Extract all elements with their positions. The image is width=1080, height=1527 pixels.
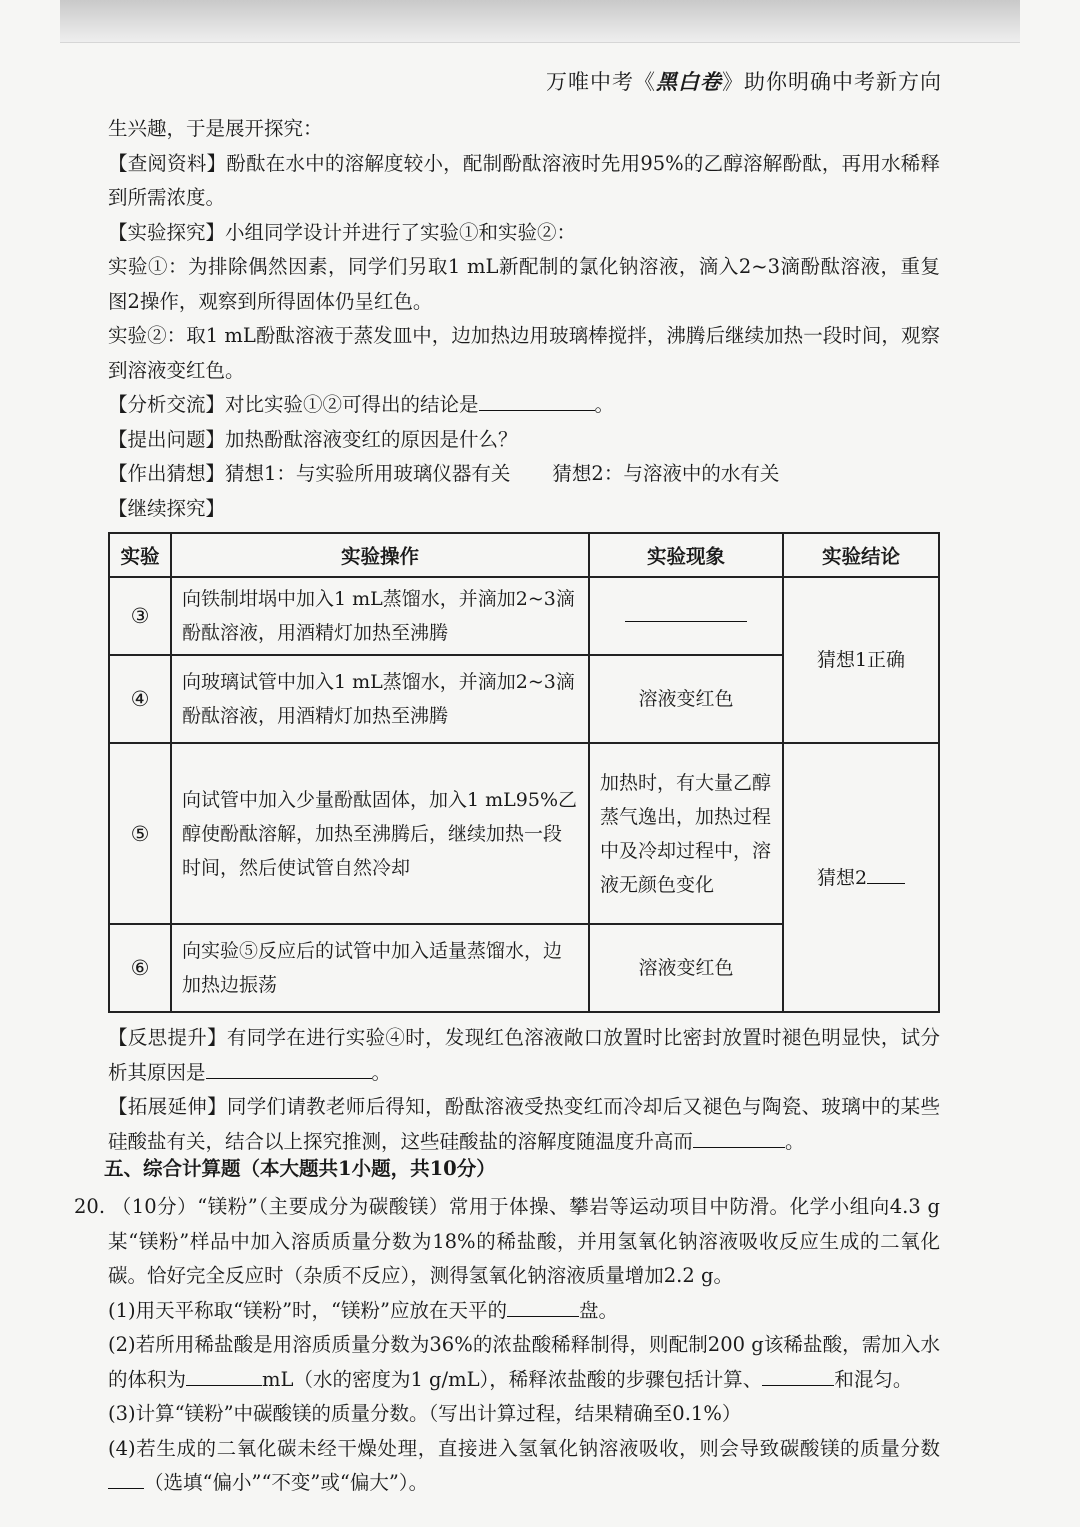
- answer-blank[interactable]: [206, 1058, 372, 1079]
- table-header-row: [109, 533, 939, 577]
- row-operation: 向实验⑤反应后的试管中加入适量蒸馏水，边加热边振荡: [171, 924, 589, 1012]
- answer-blank[interactable]: [108, 1468, 144, 1489]
- subquestion-3: (3)计算“镁粉”中碳酸镁的质量分数。（写出计算过程，结果精确至0.1%）: [108, 1402, 742, 1425]
- subquestion-4: (4)若生成的二氧化碳未经干燥处理，直接进入氢氧化钠溶液吸收，则会导致碳酸镁的质量分数（选填“偏小”“不变”或“偏大”）。: [108, 1436, 940, 1494]
- answer-blank[interactable]: [186, 1365, 262, 1386]
- paragraph-analysis: 【分析交流】对比实验①②可得出的结论是 。: [108, 388, 940, 423]
- question-stem: 20. （10分）“镁粉”（主要成分为碳酸镁）常用于体操、攀岩等运动项目中防滑。化学小组向4.3 g某“镁粉”样品中加入溶质质量分数为18%的稀盐酸，并用氢氧化钠溶液吸收反应生成的二氧化碳。恰好完全反应时（杂质不反应），测得氢氧化钠溶液质量增加2.2 g。: [74, 1195, 940, 1287]
- paragraph-experiment-1: 实验①：为排除偶然因素，同学们另取1 mL新配制的氯化钠溶液，滴入2~3滴酚酞溶液，重复图2操作，观察到所得固体仍呈红色。: [108, 255, 940, 313]
- paragraph-reflection: 【反思提升】有同学在进行实验④时，发现红色溶液敞口放置时比密封放置时褪色明显快，试分析其原因是 。: [108, 1026, 940, 1084]
- section-title: 五、综合计算题（本大题共1小题，共10分）: [104, 1157, 496, 1180]
- row-number: ③: [109, 577, 171, 655]
- row-number: ⑥: [109, 924, 171, 1012]
- conclusion-2: 猜想2: [783, 743, 939, 1012]
- answer-blank[interactable]: [762, 1365, 834, 1386]
- experiment-table: [108, 532, 940, 1013]
- paragraph-continue: 【继续探究】: [108, 496, 226, 520]
- row-operation: 向铁制坩埚中加入1 mL蒸馏水，并滴加2~3滴酚酞溶液，用酒精灯加热至沸腾: [171, 577, 589, 655]
- brand-title: 黑白卷: [656, 69, 722, 94]
- table-row: [109, 577, 939, 655]
- paragraph-question: 【提出问题】加热酚酞溶液变红的原因是什么？: [108, 427, 518, 451]
- paragraph-experiment-2: 实验②：取1 mL酚酞溶液于蒸发皿中，边加热边用玻璃棒搅拌，沸腾后继续加热一段时间，观察到溶液变红色。: [108, 324, 940, 382]
- row-phenomenon: [589, 577, 783, 655]
- row-operation: 向试管中加入少量酚酞固体，加入1 mL95%乙醇使酚酞溶解，加热至沸腾后，继续加热一段时间，然后使试管自然冷却: [171, 743, 589, 924]
- row-phenomenon: 加热时，有大量乙醇蒸气逸出，加热过程中及冷却过程中，溶液无颜色变化: [589, 743, 783, 924]
- row-operation: 向玻璃试管中加入1 mL蒸馏水，并滴加2~3滴酚酞溶液，用酒精灯加热至沸腾: [171, 655, 589, 743]
- row-number: ④: [109, 655, 171, 743]
- conclusion-1: 猜想1正确: [783, 577, 939, 743]
- table-row: [109, 743, 939, 924]
- header-experiment: 实验: [109, 533, 171, 577]
- paragraph-explore: 【实验探究】小组同学设计并进行了实验①和实验②：: [108, 220, 577, 244]
- conclusion-blank[interactable]: [867, 863, 905, 884]
- paragraph-extension: 【拓展延伸】同学们请教老师后得知，酚酞溶液受热变红而冷却后又褪色与陶瓷、玻璃中的某些硅酸盐有关，结合以上探究推测，这些硅酸盐的溶解度随温度升高而 。: [108, 1095, 940, 1153]
- subquestion-2: (2)若所用稀盐酸是用溶质质量分数为36%的浓盐酸稀释制得，则配制200 g该稀盐酸，需加入水的体积为 mL（水的密度为1 g/mL），稀释浓盐酸的步骤包括计算、 和混匀。: [108, 1333, 940, 1391]
- answer-blank[interactable]: [479, 390, 595, 411]
- section-5: [104, 1152, 940, 1187]
- answer-blank[interactable]: [507, 1296, 579, 1317]
- row-phenomenon: 溶液变红色: [589, 924, 783, 1012]
- phenomenon-blank[interactable]: [625, 601, 747, 622]
- header-operation: 实验操作: [171, 533, 589, 577]
- page-header: 万唯中考《黑白卷》助你明确中考新方向: [546, 69, 942, 94]
- paragraph-reference: 【查阅资料】酚酞在水中的溶解度较小，配制酚酞溶液时先用95%的乙醇溶解酚酞，再用水稀释到所需浓度。: [108, 151, 940, 209]
- answer-blank[interactable]: [693, 1127, 785, 1148]
- paragraph-intro: 生兴趣，于是展开探究：: [108, 117, 323, 140]
- page-content: [108, 112, 940, 1159]
- paragraph-hypothesis: 【作出猜想】猜想1：与实验所用玻璃仪器有关 猜想2：与溶液中的水有关: [108, 462, 780, 485]
- subquestion-1: (1)用天平称取“镁粉”时，“镁粉”应放在天平的 盘。: [108, 1294, 940, 1329]
- scan-shadow: [60, 0, 1020, 43]
- question-20: [74, 1190, 940, 1501]
- row-number: ⑤: [109, 743, 171, 924]
- header-conclusion: 实验结论: [783, 533, 939, 577]
- row-phenomenon: 溶液变红色: [589, 655, 783, 743]
- header-phenomenon: 实验现象: [589, 533, 783, 577]
